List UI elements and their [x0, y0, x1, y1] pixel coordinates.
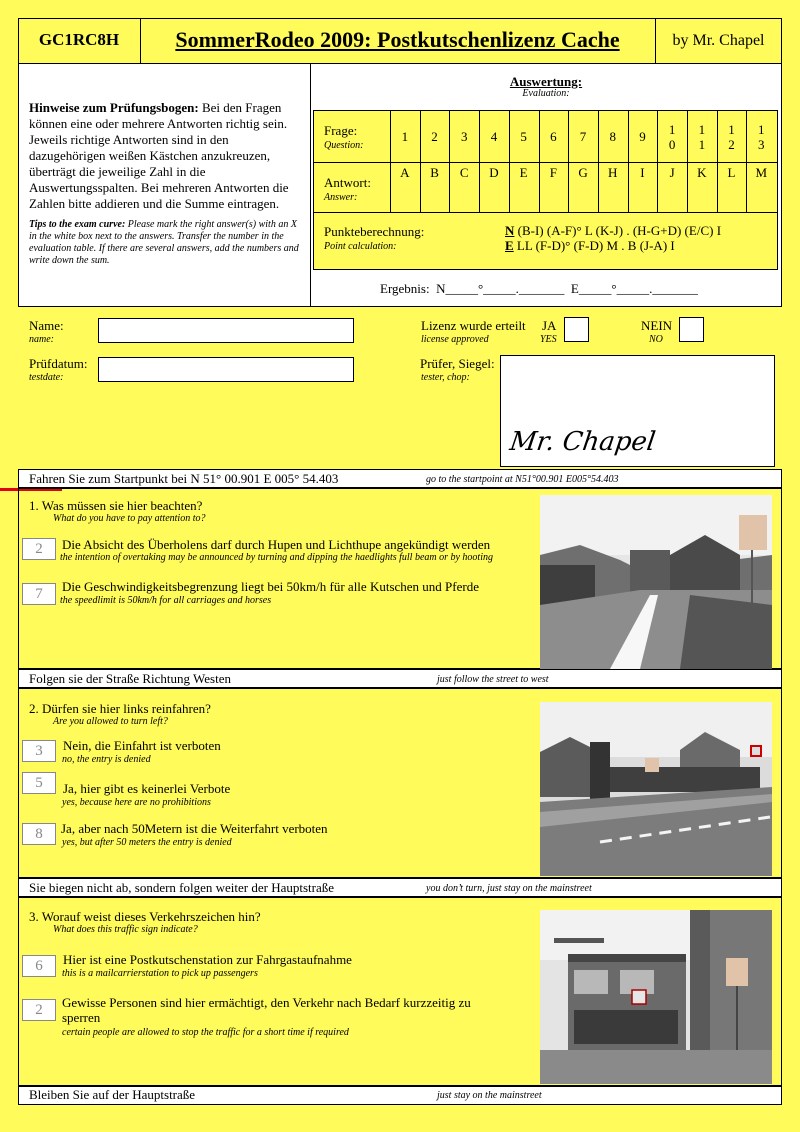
- signature: Mr. Chapel: [507, 427, 658, 457]
- question-number-cell: 3: [460, 129, 468, 144]
- formula-e-letter: E: [505, 238, 514, 253]
- page-title: SommerRodeo 2009: Postkutschenlizenz Cache: [175, 27, 620, 52]
- q1-footer-sub: just follow the street to west: [437, 674, 549, 685]
- q3-photo: [540, 910, 772, 1084]
- answer-letter-cell[interactable]: H: [608, 165, 618, 180]
- answer-letter-cell[interactable]: F: [549, 165, 557, 180]
- table-line: [390, 110, 391, 212]
- name-field[interactable]: [98, 318, 354, 343]
- question-number-cell: 4: [490, 129, 498, 144]
- question-number-cell: 2: [431, 129, 438, 144]
- answer-letter-cell[interactable]: J: [669, 165, 675, 180]
- testdate-field[interactable]: [98, 357, 354, 382]
- no-checkbox[interactable]: [679, 317, 704, 342]
- q3-sub: What does this traffic sign indicate?: [53, 924, 198, 935]
- name-label: Name:: [29, 318, 64, 333]
- q3-footer: Bleiben Sie auf der Hauptstraße: [29, 1087, 196, 1102]
- question-row-sub: Question:: [324, 140, 364, 151]
- table-line: [568, 110, 569, 212]
- question-number-cell: 1 3: [757, 122, 765, 152]
- q2-answer-a: Nein, die Einfahrt ist verboten: [63, 738, 221, 753]
- panel-divider: [310, 63, 311, 307]
- yes-checkbox[interactable]: [564, 317, 589, 342]
- examiner-label: Prüfer, Siegel:: [420, 356, 495, 371]
- calc-sub: Point calculation:: [324, 241, 397, 252]
- q2-answer-checkbox-b[interactable]: 5: [22, 772, 56, 794]
- q3-answer-a: Hier ist eine Postkutschenstation zur Fahrgastaufnahme: [63, 952, 352, 967]
- tips-label: Tips to the exam curve:: [29, 219, 126, 230]
- table-line: [313, 212, 778, 213]
- street-photo-2: [540, 702, 772, 876]
- answer-letter-cell[interactable]: L: [727, 165, 736, 180]
- q3-answer-checkbox-b[interactable]: 2: [22, 999, 56, 1021]
- q2-footer-sub: you don’t turn, just stay on the mainstreet: [426, 883, 592, 894]
- yes-sub: YES: [540, 334, 557, 345]
- q1-title: 1. Was müssen sie hier beachten?: [29, 498, 203, 513]
- q2-sub: Are you allowed to turn left?: [53, 716, 168, 727]
- q2-answer-checkbox-a[interactable]: 3: [22, 740, 56, 762]
- question-number-cell: 8: [609, 129, 616, 144]
- calc-label: Punkteberechnung:: [324, 224, 425, 239]
- q1-answer-a-sub: the intention of overtaking may be announced by turning and dipping the haedlights full beam or by hooting: [60, 552, 493, 563]
- start-sub: go to the startpoint at N51°00.901 E005°54.403: [426, 474, 619, 485]
- q3-answer-checkbox-a[interactable]: 6: [22, 955, 56, 977]
- q2-answer-checkbox-c[interactable]: 8: [22, 823, 56, 845]
- q1-answer-checkbox-b[interactable]: 7: [22, 583, 56, 605]
- answer-letter-cell[interactable]: A: [400, 165, 410, 180]
- answer-letter-cell[interactable]: D: [489, 165, 499, 180]
- q2-photo: [540, 702, 772, 876]
- q2-footer: Sie biegen nicht ab, sondern folgen weiter der Hauptstraße: [29, 880, 335, 895]
- q2-answer-c-sub: yes, but after 50 meters the entry is denied: [62, 837, 232, 848]
- question-number-cell: 7: [579, 129, 587, 144]
- table-line: [539, 110, 540, 212]
- examiner-sub: tester, chop:: [421, 372, 470, 383]
- street-photo-1: [540, 495, 772, 669]
- q2-answer-a-sub: no, the entry is denied: [62, 754, 151, 765]
- table-line: [509, 110, 510, 212]
- hints-heading: Hinweise zum Prüfungsbogen:: [29, 100, 199, 115]
- table-line: [598, 110, 599, 212]
- street-photo-3: [540, 910, 772, 1084]
- answer-letter-cell[interactable]: M: [755, 165, 768, 180]
- question-number-cell: 5: [520, 129, 527, 144]
- table-line: [420, 110, 421, 212]
- answer-letter-cell[interactable]: E: [519, 165, 528, 180]
- tips-body: Please mark the right answer(s) with an X in the white box next to the answers. Transfer the number in the evaluation table. If there are several answers, add the numbers and write down the sum.: [29, 219, 299, 266]
- answer-letter-cell[interactable]: C: [459, 165, 469, 180]
- yes-label: JA: [542, 318, 557, 333]
- q1-photo: [540, 495, 772, 669]
- author: by Mr. Chapel: [672, 32, 765, 49]
- table-line: [479, 110, 480, 212]
- q2-answer-c: Ja, aber nach 50Metern ist die Weiterfahrt verboten: [61, 821, 328, 836]
- formula-n: [505, 223, 721, 239]
- question-number-cell: 9: [639, 129, 646, 144]
- q3-answer-b-sub: certain people are allowed to stop the traffic for a short time if required: [62, 1027, 349, 1038]
- date-sub: testdate:: [29, 372, 64, 383]
- tips-text: [29, 219, 301, 267]
- answer-row-sub: Answer:: [324, 192, 358, 203]
- date-label: Prüfdatum:: [29, 356, 88, 371]
- question-number-cell: 1: [401, 129, 409, 144]
- evaluation-subtitle: Evaluation:: [522, 88, 570, 99]
- formula-e: [505, 238, 675, 254]
- q2-answer-b-sub: yes, because here are no prohibitions: [62, 797, 211, 808]
- q3-title: 3. Worauf weist dieses Verkehrszeichen hin?: [29, 909, 261, 924]
- q3-answer-a-sub: this is a mailcarrierstation to pick up passengers: [62, 968, 258, 979]
- formula-e-text: LL (F-D)° (F-D) M . B (J-A) I: [513, 238, 675, 253]
- question-number-cell: 6: [550, 129, 557, 144]
- name-sub: name:: [29, 334, 54, 345]
- question-number-cell: 1 1: [698, 122, 706, 152]
- q3-footer-sub: just stay on the mainstreet: [437, 1090, 542, 1101]
- answer-letter-cell[interactable]: G: [578, 165, 588, 180]
- answer-letter-cell[interactable]: I: [640, 165, 645, 180]
- no-sub: NO: [649, 334, 663, 345]
- evaluation-title: Auswertung:: [509, 74, 583, 89]
- start-text: Fahren Sie zum Startpunkt bei N 51° 00.901 E 005° 54.403: [29, 471, 339, 486]
- license-label: Lizenz wurde erteilt: [421, 318, 526, 333]
- question-number-cell: 1 2: [728, 122, 735, 152]
- cache-code: GC1RC8H: [38, 30, 120, 49]
- license-sub: license approved: [421, 334, 489, 345]
- no-label: NEIN: [641, 318, 673, 333]
- formula-n-text: (B-I) (A-F)° L (K-J) . (H-G+D) (E/C) I: [514, 223, 722, 238]
- q1-answer-checkbox-a[interactable]: 2: [22, 538, 56, 560]
- formula-n-letter: N: [505, 223, 515, 238]
- question-number-cell: 1 0: [668, 122, 676, 152]
- result-line: Ergebnis: N_____°_____._______ E_____°_____._______: [380, 281, 698, 296]
- hints-body: Bei den Fragen können eine oder mehrere Antworten richtig sein. Jeweils richtige Antworten sind in den dazugehörigen weißen Kästchen anzukreuzen, überträgt die jeweilige Zahl in die Auswertungsspalten. Bei mehreren Antworten die Zahlen bitte addieren und die Summe eintragen.: [29, 100, 289, 211]
- q1-sub: What do you have to pay attention to?: [53, 513, 206, 524]
- answer-letter-cell[interactable]: B: [430, 165, 439, 180]
- table-line: [449, 110, 450, 212]
- table-line: [313, 162, 778, 163]
- table-line: [628, 110, 629, 212]
- q2-title: 2. Dürfen sie hier links reinfahren?: [29, 701, 211, 716]
- q1-answer-b-sub: the speedlimit is 50km/h for all carriages and horses: [60, 595, 272, 606]
- hints-text: [29, 100, 304, 212]
- q1-answer-b: Die Geschwindigkeitsbegrenzung liegt bei 50km/h für alle Kutschen und Pferde: [62, 579, 479, 594]
- question-row-label: Frage:: [324, 123, 358, 138]
- q3-answer-b: Gewisse Personen sind hier ermächtigt, den Verkehr nach Bedarf kurzzeitig zu sperren: [62, 995, 471, 1025]
- q1-answer-a: Die Absicht des Überholens darf durch Hupen und Lichthupe angekündigt werden: [62, 537, 491, 552]
- q1-footer: Folgen sie der Straße Richtung Westen: [29, 671, 231, 686]
- answer-row-label: Antwort:: [324, 175, 371, 190]
- answer-letter-cell[interactable]: K: [697, 165, 707, 180]
- q2-answer-b: Ja, hier gibt es keinerlei Verbote: [63, 781, 231, 796]
